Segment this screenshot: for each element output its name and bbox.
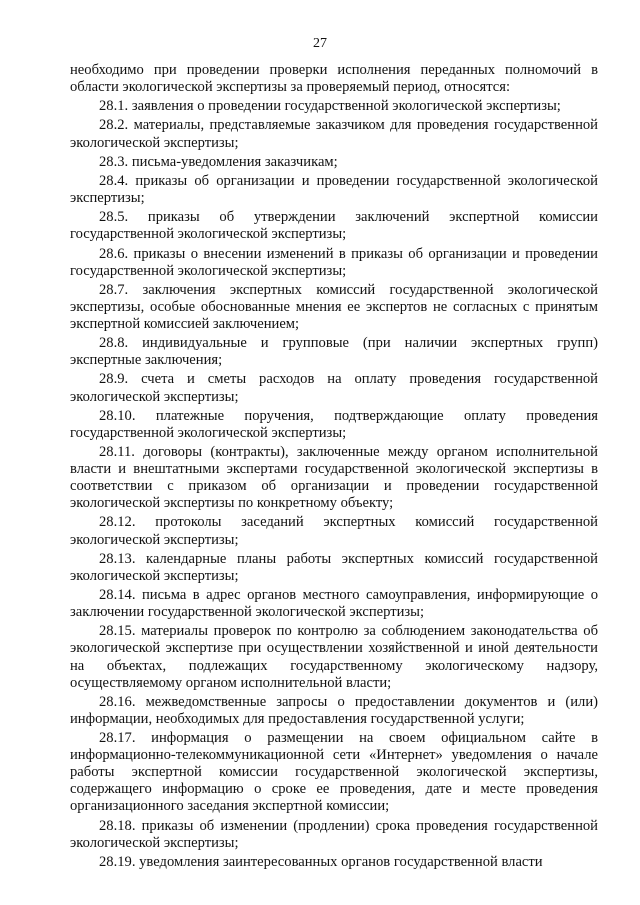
- list-item-28-13: 28.13. календарные планы работы экспертных комиссий государственной экологической экспертизы;: [70, 550, 598, 584]
- list-item-28-19: 28.19. уведомления заинтересованных органов государственной власти: [99, 853, 543, 870]
- list-item-28-6: 28.6. приказы о внесении изменений в приказы об организации и проведении государственной экологической экспертизы;: [70, 245, 598, 279]
- list-item-28-3: 28.3. письма-уведомления заказчикам;: [99, 153, 338, 170]
- list-item-28-18: 28.18. приказы об изменении (продлении) срока проведения государственной экологической экспертизы;: [70, 817, 598, 851]
- list-item-28-16: 28.16. межведомственные запросы о предоставлении документов и (или) информации, необходимых для предоставления государственной услуги;: [70, 693, 598, 727]
- list-item-28-7: 28.7. заключения экспертных комиссий государственной экологической экспертизы, особые обоснованные мнения ее экспертов не согласных с принятым экспертной комиссией заключением;: [70, 281, 598, 332]
- list-item-28-10: 28.10. платежные поручения, подтверждающие оплату проведения государственной экологической экспертизы;: [70, 407, 598, 441]
- list-item-28-4: 28.4. приказы об организации и проведении государственной экологической экспертизы;: [70, 172, 598, 207]
- list-item-28-1: 28.1. заявления о проведении государственной экологической экспертизы;: [99, 98, 561, 115]
- list-item-28-9: 28.9. счета и сметы расходов на оплату проведения государственной экологической экспертизы;: [70, 371, 598, 405]
- list-item-28-2: 28.2. материалы, представляемые заказчиком для проведения государственной экологической экспертизы;: [70, 117, 598, 151]
- document-body: [70, 62, 598, 873]
- list-item-28-8: 28.8. индивидуальные и групповые (при наличии экспертных групп) экспертные заключения;: [70, 335, 598, 369]
- intro-paragraph: необходимо при проведении проверки исполнения переданных полномочий в области экологической экспертизы за проверяемый период, относятся:: [70, 62, 598, 96]
- list-item-28-14: 28.14. письма в адрес органов местного самоуправления, информирующие о заключении государственной экологической экспертизы;: [70, 587, 598, 621]
- list-item-28-5: 28.5. приказы об утверждении заключений экспертной комиссии государственной экологической экспертизы;: [70, 209, 598, 243]
- list-item-28-12: 28.12. протоколы заседаний экспертных комиссий государственной экологической экспертизы;: [70, 514, 598, 548]
- list-item-28-11: 28.11. договоры (контракты), заключенные между органом исполнительной власти и внештатными экспертами государственной экологической экспертизы в соответствии с приказом об организации и проведении государственной экологической экспертизы по конкретному объекту;: [70, 444, 598, 512]
- list-item-28-17: 28.17. информация о размещении на своем официальном сайте в информационно-телекоммуникационной сети «Интернет» уведомления о начале работы экспертной комиссии государственной экологической экспертизы, содержащего информацию о сроке ее проведения, дате и месте проведения организационного заседания экспертной комиссии;: [70, 730, 598, 815]
- list-item-28-15: 28.15. материалы проверок по контролю за соблюдением законодательства об экологической экспертизе при осуществлении хозяйственной и иной деятельности на объектах, подлежащих государственному экологическому надзору, осуществляемому органом исполнительной власти;: [70, 623, 598, 691]
- page-number: 27: [313, 36, 327, 51]
